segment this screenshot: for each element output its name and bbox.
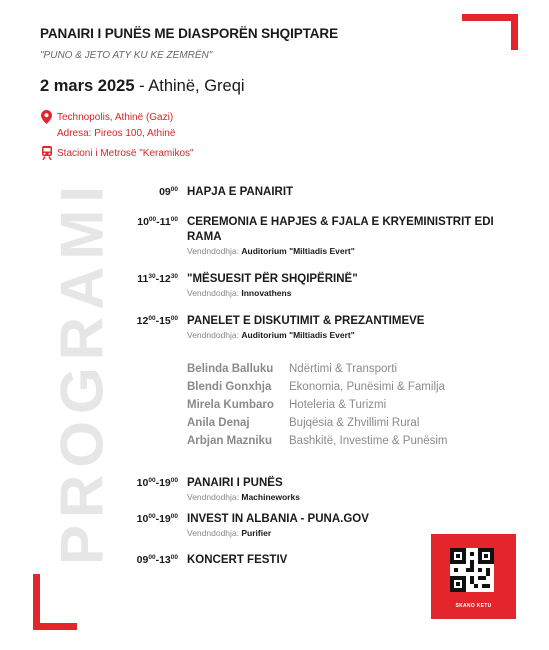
speaker-topic: Bashkitë, Investime & Punësim (289, 435, 448, 447)
slogan: "PUNO & JETO ATY KU KE ZEMRËN" (40, 50, 213, 61)
event-name: PANAIRI I PUNËS (187, 477, 283, 489)
speaker-name: Belinda Balluku (187, 363, 274, 375)
venue-row (40, 110, 173, 124)
event-venue: Vendndodhja: Auditorium "Miltiadis Evert" (187, 330, 355, 340)
event-time: $09^{00}-13^{00}$ (136, 554, 178, 566)
speaker-name: Arbjan Mazniku (187, 435, 272, 447)
qr-caption: SKANO KETU (455, 603, 492, 609)
event-time: $09^{00}$ (159, 186, 178, 198)
event-venue: Vendndodhja: Auditorium "Miltiadis Evert" (187, 246, 355, 256)
speaker-topic: Bujqësia & Zhvillimi Rural (289, 417, 420, 429)
event-teachers (40, 272, 510, 298)
event-venue: Vendndodhja: Purifier (187, 528, 272, 538)
event-name: "MËSUESIT PËR SHQIPËRINË" (187, 273, 358, 285)
event-time: $10^{00}-19^{00}$ (136, 513, 178, 525)
event-panels (40, 314, 510, 340)
event-job-fair (40, 476, 510, 502)
speaker-topic: Ndërtimi & Transporti (289, 363, 398, 375)
event-ceremony (40, 215, 510, 256)
event-time: $12^{00}-15^{00}$ (136, 315, 178, 327)
address-row (40, 128, 175, 139)
event-place: - Athinë, Greqi (134, 77, 245, 95)
event-venue: Vendndodhja: Machineworks (187, 492, 300, 502)
speaker-name: Blendi Gonxhja (187, 381, 272, 393)
event-time: $10^{00}-19^{00}$ (136, 477, 178, 489)
event-venue: Vendndodhja: Innovathens (187, 288, 292, 298)
metro-row (40, 146, 194, 160)
event-name: CEREMONIA E HAPJES & FJALA E KRYEMINISTRIT EDI RAMA (187, 216, 494, 243)
event-date: 2 mars 2025 (40, 77, 135, 95)
event-name: PANELET E DISKUTIMIT & PREZANTIMEVE (187, 315, 425, 327)
qr-code-icon[interactable] (450, 548, 494, 592)
speaker-name: Anila Denaj (187, 417, 250, 429)
speaker-topic: Hoteleria & Turizmi (289, 399, 387, 411)
venue-text: Technopolis, Athinë (Gazi) (57, 111, 174, 123)
event-time: $10^{00}-11^{00}$ (137, 216, 178, 228)
page-title: PANAIRI I PUNËS ME DIASPORËN SHQIPTARE (40, 26, 338, 41)
event-time: $11^{30}-12^{30}$ (137, 273, 178, 285)
address-text: Adresa: Pireos 100, Athinë (57, 128, 176, 139)
metro-text: Stacioni i Metrosë "Keramikos" (57, 147, 194, 159)
corner-accent-top-right (462, 14, 518, 50)
location-pin-icon (40, 110, 53, 124)
date-line (40, 77, 245, 96)
corner-accent-bottom-left (33, 574, 77, 630)
qr-panel[interactable] (431, 534, 516, 619)
speaker-name: Mirela Kumbaro (187, 399, 274, 411)
train-icon (40, 146, 53, 160)
event-name: KONCERT FESTIV (187, 554, 288, 566)
event-opening (40, 185, 510, 200)
event-name: INVEST IN ALBANIA - PUNA.GOV (187, 513, 369, 525)
event-name: HAPJA E PANAIRIT (187, 186, 294, 198)
programi-watermark: PROGRAMI (48, 179, 116, 565)
speaker-topic: Ekonomia, Punësimi & Familja (289, 381, 445, 393)
